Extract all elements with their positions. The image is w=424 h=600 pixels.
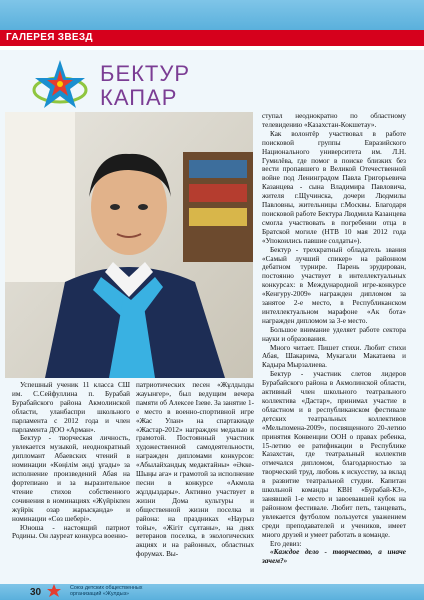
top-decor-bar: [0, 0, 424, 30]
section-label: ГАЛЕРЕЯ ЗВЕЗД: [0, 30, 424, 46]
paragraph: Большое внимание уделяет работе сектора науки и образования.: [262, 325, 406, 343]
title-line-1: БЕКТУР: [100, 61, 191, 86]
star-logo-icon: [30, 58, 90, 112]
article-column-2: [136, 381, 254, 559]
paragraph: Как волонтёр участвовал в работе поисковой группы Евразийского Национального университета им. Л.Н. Гумилёва, где помог в поиске близких без вести пропавшего в Великой Отечественной войне под Ленинградом Павла Григорьевича Казанцева - сына Владимира Павловича, жителя г.Щучинска, дочери Людмилы Павловны, жительницы г.Москвы. Благодаря поисковой работе Бектура Людмила Казанцева смогла участвовать в погребении отца в Братской могиле (НТВ 10 мая 2012 года «Упокоились павшие солдаты»).: [262, 129, 406, 245]
paragraph: Много читает. Пишет стихи. Любит стихи Абая, Шакарима, Мукагали Макатаева и Кадыра Мырзалиева.: [262, 343, 406, 370]
page-title: [100, 62, 190, 110]
article-column-3: [262, 112, 406, 566]
paragraph: Бектур - участник слетов лидеров Бурабайского района в Акмолинской области, активный член школьного театрального коллектива «Дастар», принимал участие в областном и в республиканском фестивале детских театральных коллективов «Мельпомена-2009», посвященного 20-летию принятия Конвенции ООН о правах ребенка, 15-летию ее ратификации в Республике Казахстан, где театральный коллектив отмечался дипломом, благодарностью за творческий труд, любовь к искусству, за вклад в развитие театральной студии. Капитан школьной команды КВН «Бурабай-КЗ», занявшей 1-е место и завоевавшей кубок на районном фестивале. Любит петь, танцевать, увлекается футболом пользуется уважением среди преподавателей и учеников, имеет много друзей и умеет работать в команде.: [262, 370, 406, 539]
portrait-photo: [5, 112, 253, 378]
paragraph: Юноша - настоящий патриот Родины. Он лауреат конкурса военно-: [12, 523, 130, 541]
header-divider: [0, 46, 424, 50]
paragraph: Успешный ученик 11 класса СШ им. С.Сейфуллина п. Бурабай Бурабайского района Акмолинской области, уланбаспри школьного парламента с 2012 года и член парламента ДОО «Арман».: [12, 381, 130, 434]
footer-organization: [70, 585, 142, 597]
paragraph: патриотических песен «Жұлдызды жауынгер», был ведущим вечера памяти об Алексее Ізеве. За занятие 1-е место в военно-спортивной игре «Жас Улан» на спартакиаде «Жастар-2012» награжден медалью и грамотой. Постоянный участник художественной самодеятельности, награжден дипломами конкурсов: «Абылайхандық медактайны» «Әкке-Шыңы аға» и грамотой за исполнение песни в конкурсе «Акмола жұлдыздары». Активно участвует в жизни Дома культуры и общественной жизни поселка и района: на праздниках «Наурыз тойы», «Жігіт сұлтаны», на днях ветеранов поселка, в экологических акциях и на районных, областных форумах. Вы-: [136, 381, 254, 559]
paragraph: Его девиз:: [270, 539, 302, 548]
paragraph: Бектур - трехкратный обладатель звания «Самый лучший спикер» на районном дебатном турнире. Парень эрудирован, постоянно участвует в интеллектуальных конкурсах: в Международной игре-конкурсе «Кенгуру-2009» награжден дипломом за занятое 2-е место, в Республиканском интеллектуальном марафоне «Ак бота» награжден дипломом за 3-е место.: [262, 245, 406, 325]
paragraph: Бектур - творческая личность, увлекается музыкой, неоднократный дипломант Абаевских чтений в номинации «Көңілім әнді ұғады» за исполнение произведений Абая на фортепиано и за выразительное чтение стихов собственного сочинения в номинациях «Жүйрікпен жүйрік озар жарысқанда» и номинации «Сөз шебері».: [12, 434, 130, 523]
star-logo-small-icon: [46, 584, 62, 598]
footer-org-line-2: организаций «Жулдыз»: [70, 591, 130, 598]
footer-org-line-1: Союз детских общественных: [70, 585, 143, 591]
title-line-2: КАПАР: [100, 85, 178, 110]
footer-bar: [0, 584, 424, 600]
page-number: 30: [30, 587, 42, 598]
paragraph: ступал неоднократно по областному телевидению «Казахстан-Кокшетау».: [262, 112, 406, 129]
article-column-1: [12, 381, 130, 541]
motto-quote: «Каждое дело - творчество, а иначе зачем?»: [262, 548, 406, 566]
